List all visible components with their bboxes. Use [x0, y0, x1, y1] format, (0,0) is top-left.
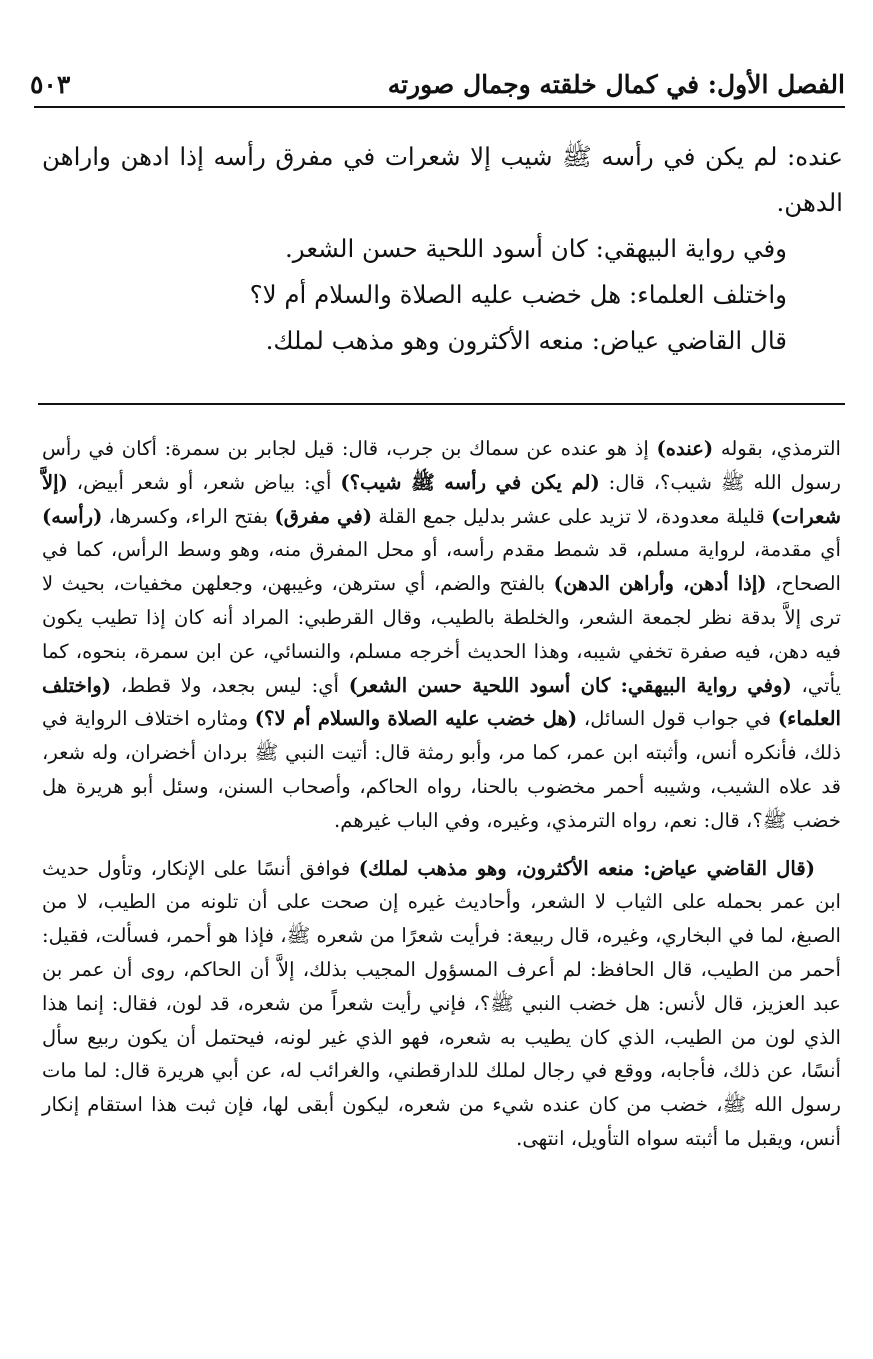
quoted-phrase: (إذا أدهن، وأراهن الدهن) [553, 572, 767, 596]
main-paragraph: قال القاضي عياض: منعه الأكثرون وهو مذهب لملك. [265, 326, 787, 355]
commentary-paragraph [42, 852, 841, 1156]
main-paragraph: عنده: لم يكن في رأسه ﷺ شيب إلا شعرات في مفرق رأسه إذا ادهن واراهن الدهن. [42, 142, 843, 217]
main-paragraph: واختلف العلماء: هل خضب عليه الصلاة والسلام أم لا؟ [249, 280, 787, 309]
commentary-text-run: قليلة معدودة، لا تزيد على عشر بدليل جمع القلة [372, 504, 772, 528]
commentary-text-run: ومثاره اختلاف الرواية في ذلك، فأنكره أنس، وأثبته ابن عمر، كما مر، وأبو رمثة قال: أتيت النبي ﷺ بردان أخضران، وله شعر، قد علاه الشيب، وشيبه أحمر مخضوب بالحنا، رواه الحاكم، وأصحاب السنن، وسئل أبو هريرة هل خضب ﷺ؟، قال: نعم، رواه الترمذي، وغيره، وفي الباب غيرهم. [42, 707, 841, 832]
commentary-paragraph [42, 432, 841, 838]
quoted-phrase: (هل خضب عليه الصلاة والسلام أم لا؟) [254, 707, 578, 731]
section-divider [38, 403, 845, 405]
commentary-text-run: أي: ليس بجعد، ولا قطط، [110, 673, 349, 697]
commentary-text-run: بالفتح والضم، أي سترهن، وغيبهن، وجعلهن مخفيات، بحيث لا ترى إلاَّ بدقة نظر لجمعة الشعر، والخلطة بالطيب، وقال القرطبي: المراد أنه كان إذا تطيب يكون فيه دهن، فيه صفرة تخفي شيبه، وهذا الحديث أخرجه مسلم، والنسائي، عن ابن سمرة، بنحوه، كما يأتي، [42, 572, 842, 697]
commentary-text-run: في جواب قول السائل، [577, 707, 778, 731]
page-header [30, 58, 845, 102]
quoted-phrase: (قال القاضي عياض: منعه الأكثرون، وهو مذهب لملك) [358, 856, 815, 880]
main-text [42, 134, 843, 364]
quoted-phrase: (وفي رواية البيهقي: كان أسود اللحية حسن الشعر) [348, 673, 792, 697]
quoted-phrase: (واختلف العلماء) [42, 673, 841, 731]
chapter-title: الفصل الأول: في كمال خلقته وجمال صورته [387, 70, 845, 99]
commentary-text-run: بفتح الراء، وكسرها، [102, 504, 275, 528]
header-rule [34, 106, 845, 108]
page-number: ٥٠٣ [30, 70, 71, 99]
quoted-phrase: (رأسه) [42, 504, 103, 528]
quoted-phrase: (عنده) [656, 437, 714, 460]
commentary-text-run: أي مقدمة، لرواية مسلم، قد شمط مقدم رأسه، أو محل المفرق منه، وهو وسط الرأس، كما في الصحاح، [42, 538, 841, 596]
main-paragraph: وفي رواية البيهقي: كان أسود اللحية حسن الشعر. [285, 234, 787, 263]
quoted-phrase: (لم يكن في رأسه ﷺ شيب؟) [340, 470, 600, 494]
commentary-text-run: إذ هو عنده عن سماك بن جرب، قال: قيل لجابر بن سمرة: أكان في رأس رسول الله ﷺ شيب؟، قال: [42, 437, 842, 494]
commentary-text-run: فوافق أنسًا على الإنكار، وتأول حديث ابن عمر بحمله على الثياب لا الشعر، وأحاديث غيره إن صحت على أن تلونه من الطيب، لا من الصبغ، لما في البخاري، وغيره، قال ربيعة: فرأيت شعرًا من شعره ﷺ، فإذا هو أحمر، فسألت، فقيل: أحمر من الطيب، قال الحافظ: لم أعرف المسؤول المجيب بذلك، إلاَّ أن الحاكم، روى أن عمر بن عبد العزيز، قال لأنس: هل خضب النبي ﷺ؟، فإني رأيت شعراً من شعره، قد لون، فقال: إنما هذا الذي لون من الطيب، الذي كان يطيب به شعره، فهو الذي غير لونه، فيحتمل أن يكون ربيع سأل أنسًا، عن ذلك، فأجابه، ووقع في رجال لملك للدارقطني، والغرائب له، عن أبي هريرة قال: لما مات رسول الله ﷺ، خضب من كان عنده شيء من شعره، ليكون أبقى لها، فإن ثبت هذا استقام إنكار أنس، ويقبل ما أثبته سواه التأويل، انتهى. [42, 856, 842, 1150]
quoted-phrase: (في مفرق) [274, 504, 372, 528]
quoted-phrase: (إلاَّ شعرات) [42, 470, 841, 528]
commentary-text-run: أي: بياض شعر، أو شعر أبيض، [67, 470, 341, 494]
commentary-text [42, 432, 841, 1156]
commentary-text-run: الترمذي، بقوله [713, 437, 842, 460]
